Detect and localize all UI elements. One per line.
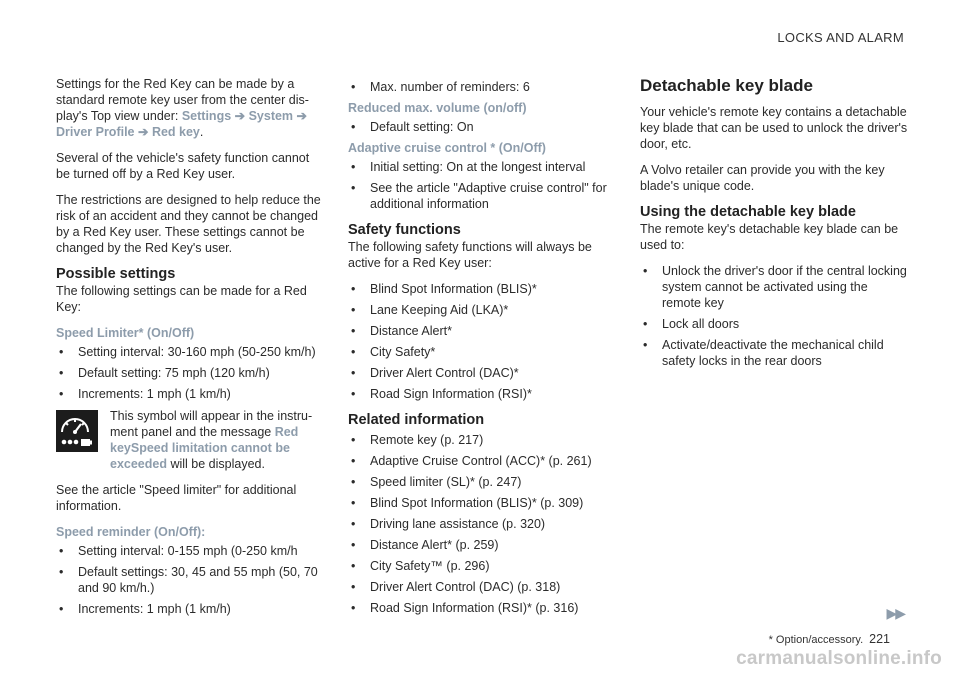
double-chevron-right-icon[interactable]: ▶▶ [886,605,904,621]
list-item: • City Safety* [348,344,610,360]
related-link[interactable]: • Speed limiter (SL)* (p. 247) [348,474,610,490]
column-1 [56,76,322,622]
acc-list [348,159,610,212]
heading-detachable-key-blade: Detachable key blade [640,76,813,95]
heading-speed-reminder: Speed reminder (On/Off): [56,525,206,539]
symbol-description [110,408,322,472]
paragraph: Your vehicle's remote key contains a detachable key blade that can be used to unlock the driver's door, etc. [640,105,908,151]
paragraph: The restrictions are designed to help reduce the risk of an accident and they cannot be changed by a Red Key user. These settings cannot be changed by the Red Key's user. [56,193,321,255]
paragraph: The remote key's detachable key blade can be used to: [640,222,899,252]
list-item: • Default setting: 75 mph (120 km/h) [56,365,322,381]
arrow-right-icon: ➔ [134,125,152,139]
list-item: • Default setting: On [348,119,610,135]
list-item: • Lock all doors [640,316,908,332]
related-link[interactable]: • City Safety™ (p. 296) [348,558,610,574]
list-item: • Blind Spot Information (BLIS)* [348,281,610,297]
related-link[interactable]: • Road Sign Information (RSI)* (p. 316) [348,600,610,616]
symbol-text-end: will be displayed. [166,457,265,471]
menu-path-settings[interactable]: Settings [181,109,232,123]
page-number: 221 [869,632,890,646]
safety-list [348,281,610,402]
heading-adaptive-cruise: Adaptive cruise control * (On/Off) [348,141,546,155]
list-item: • Setting interval: 0-155 mph (0-250 km/h [56,543,322,559]
speed-limiter-list [56,344,322,402]
symbol-text: This symbol will appear in the instru-ment panel and the message [110,409,313,439]
column-3 [640,76,908,374]
intro-paragraph [56,76,322,140]
related-link[interactable]: • Adaptive Cruise Control (ACC)* (p. 261) [348,453,610,469]
heading-reduced-volume: Reduced max. volume (on/off) [348,101,527,115]
heading-using-key-blade: Using the detachable key blade [640,204,856,220]
paragraph: A Volvo retailer can provide you with the key blade's unique code. [640,163,885,193]
related-list [348,432,610,616]
related-link[interactable]: • Driving lane assistance (p. 320) [348,516,610,532]
list-item: • Lane Keeping Aid (LKA)* [348,302,610,318]
list-item: • Max. number of reminders: 6 [348,79,610,95]
list-item: • Setting interval: 30-160 mph (50-250 km/h) [56,344,322,360]
volume-list [348,119,610,135]
list-item: • Increments: 1 mph (1 km/h) [56,601,322,617]
heading-safety-functions: Safety functions [348,222,461,238]
list-item: • Road Sign Information (RSI)* [348,386,610,402]
footnote [769,632,890,646]
intro-text: Settings for the Red Key can be made by a standard remote key user from the center dis-play's Top view under: [56,77,309,123]
related-link[interactable]: • Driver Alert Control (DAC) (p. 318) [348,579,610,595]
speed-reminder-list [56,543,322,617]
symbol-row [56,408,322,472]
list-item: • Driver Alert Control (DAC)* [348,365,610,381]
list-item: • Default settings: 30, 45 and 55 mph (50, 70 and 90 km/h.) [56,564,322,596]
list-item: • Unlock the driver's door if the central locking system cannot be activated using the remote key [640,263,908,311]
related-link[interactable]: • Blind Spot Information (BLIS)* (p. 309) [348,495,610,511]
heading-related-information: Related information [348,412,485,428]
paragraph: The following settings can be made for a Red Key: [56,284,307,314]
list-item: • Activate/deactivate the mechanical child safety locks in the rear doors [640,337,908,369]
using-list [640,263,908,369]
page-header-section: LOCKS AND ALARM [777,30,904,45]
list-item: • Increments: 1 mph (1 km/h) [56,386,322,402]
related-link[interactable]: • Remote key (p. 217) [348,432,610,448]
menu-path-system[interactable]: System [248,109,294,123]
menu-path-driver-profile[interactable]: Driver Profile [56,125,135,139]
related-link[interactable]: • Distance Alert* (p. 259) [348,537,610,553]
list-item: • See the article "Adaptive cruise control" for additional information [348,180,610,212]
arrow-right-icon: ➔ [293,109,308,123]
reminder-list [348,79,610,95]
path-end: . [199,125,204,139]
column-2 [348,76,610,621]
heading-speed-limiter: Speed Limiter* (On/Off) [56,326,195,340]
watermark: carmanualsonline.info [736,648,942,669]
list-item: • Distance Alert* [348,323,610,339]
arrow-right-icon: ➔ [231,109,249,123]
footnote-text: * Option/accessory. [768,634,864,646]
paragraph: The following safety functions will always be active for a Red Key user: [348,240,592,270]
list-item: • Initial setting: On at the longest interval [348,159,610,175]
menu-path-red-key[interactable]: Red key [151,125,200,139]
speed-limiter-red-key-icon [56,410,98,452]
paragraph: Several of the vehicle's safety function cannot be turned off by a Red Key user. [56,151,310,181]
heading-possible-settings: Possible settings [56,266,176,282]
paragraph: See the article "Speed limiter" for additional information. [56,483,297,513]
symbol-message: Red keySpeed limitation cannot be exceeded [110,425,299,471]
